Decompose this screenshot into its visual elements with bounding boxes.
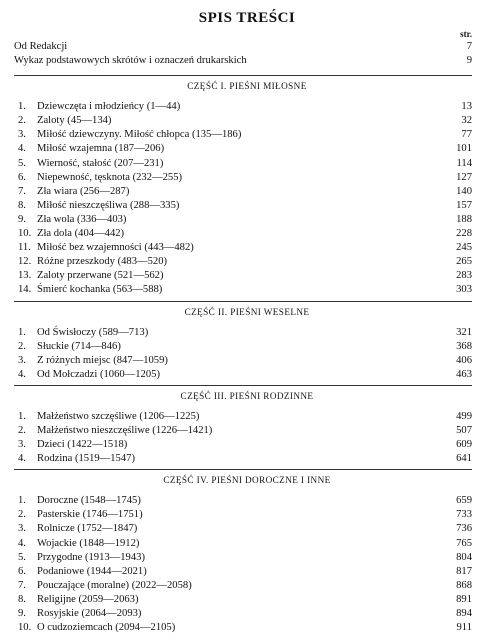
entry-title: Zaloty przerwane (521—562) bbox=[37, 270, 164, 282]
toc-entry[interactable] bbox=[14, 551, 472, 565]
entry-page: 228 bbox=[456, 228, 472, 240]
entry-number: 7. bbox=[18, 579, 26, 591]
toc-sections bbox=[14, 75, 472, 635]
section-divider bbox=[14, 469, 472, 470]
entry-label bbox=[18, 100, 180, 114]
entry-label bbox=[18, 494, 141, 508]
entry-page: 77 bbox=[461, 129, 472, 141]
entry-number: 2. bbox=[18, 340, 26, 352]
entry-label bbox=[18, 424, 212, 438]
entry-number: 3. bbox=[18, 523, 26, 535]
toc-entry[interactable] bbox=[14, 171, 472, 185]
entry-label bbox=[18, 171, 182, 185]
entry-title: Zaloty (45—134) bbox=[37, 115, 112, 127]
entry-page: 733 bbox=[456, 509, 472, 521]
entry-title: Słuckie (714—846) bbox=[37, 340, 121, 352]
toc-entry[interactable] bbox=[14, 241, 472, 255]
entry-number: 6. bbox=[18, 565, 26, 577]
section-heading: CZĘŚĆ I. PIEŚNI MIŁOSNE bbox=[187, 81, 307, 92]
entry-label bbox=[18, 227, 124, 241]
entry-label: Wykaz podstawowych skrótów i oznaczeń drukarskich bbox=[14, 55, 247, 67]
entry-title: Małżeństwo nieszczęśliwe (1226—1421) bbox=[37, 424, 213, 436]
section-heading: CZĘŚĆ IV. PIEŚNI DOROCZNE I INNE bbox=[163, 475, 331, 486]
section-divider bbox=[14, 75, 472, 76]
toc-entry[interactable] bbox=[14, 593, 472, 607]
entry-label bbox=[18, 185, 129, 199]
entry-label bbox=[18, 199, 179, 213]
entry-label bbox=[18, 142, 164, 156]
entry-label bbox=[18, 354, 168, 368]
page-column-label: str. bbox=[460, 29, 472, 39]
entry-page: 609 bbox=[456, 439, 472, 451]
entry-label bbox=[18, 621, 175, 635]
entry-label bbox=[18, 565, 147, 579]
entry-title: Wojackie (1848—1912) bbox=[37, 537, 140, 549]
entry-number: 5. bbox=[18, 157, 26, 169]
section-entries bbox=[14, 494, 472, 635]
entry-title: Pouczające (moralne) (2022—2058) bbox=[37, 579, 192, 591]
entry-title: Zła wiara (256—287) bbox=[37, 185, 130, 197]
entry-page: 101 bbox=[456, 143, 472, 155]
entry-number: 9. bbox=[18, 213, 26, 225]
entry-page: 114 bbox=[456, 157, 472, 169]
entry-title: Od Świsłoczy (589—713) bbox=[37, 326, 149, 338]
toc-entry[interactable] bbox=[14, 185, 472, 199]
entry-label bbox=[18, 410, 199, 424]
entry-label bbox=[18, 114, 111, 128]
entry-label bbox=[18, 522, 137, 536]
section-entries bbox=[14, 100, 472, 297]
entry-title: Miłość bez wzajemności (443—482) bbox=[37, 242, 194, 254]
entry-number: 7. bbox=[18, 185, 26, 197]
entry-label bbox=[18, 241, 194, 255]
entry-number: 2. bbox=[18, 424, 26, 436]
entry-number: 3. bbox=[18, 439, 26, 451]
section-heading: CZĘŚĆ III. PIEŚNI RODZINNE bbox=[180, 390, 314, 401]
entry-number: 4. bbox=[18, 368, 26, 380]
entry-page: 265 bbox=[456, 256, 472, 268]
entry-title: Śmierć kochanka (563—588) bbox=[37, 284, 163, 296]
entry-label bbox=[18, 326, 148, 340]
entry-page: 13 bbox=[461, 101, 472, 113]
toc-entry[interactable] bbox=[14, 340, 472, 354]
entry-number: 6. bbox=[18, 171, 26, 183]
entry-number: 14. bbox=[18, 284, 32, 296]
toc-entry[interactable] bbox=[14, 255, 472, 269]
entry-title: Miłość nieszczęśliwa (288—335) bbox=[37, 199, 180, 211]
entry-number: 2. bbox=[18, 115, 26, 127]
entry-label bbox=[18, 438, 127, 452]
entry-label bbox=[18, 551, 145, 565]
entry-label bbox=[18, 537, 139, 551]
entry-number: 10. bbox=[18, 622, 32, 634]
entry-title: Przygodne (1913—1943) bbox=[37, 551, 145, 563]
toc-entry[interactable] bbox=[14, 142, 472, 156]
entry-page: 368 bbox=[456, 340, 472, 352]
toc-entry[interactable] bbox=[14, 621, 472, 635]
entry-page: 868 bbox=[456, 579, 472, 591]
entry-title: Niepewność, tęsknota (232—255) bbox=[37, 171, 183, 183]
toc-entry[interactable] bbox=[14, 114, 472, 128]
entry-label bbox=[18, 508, 143, 522]
entry-title: Małżeństwo szczęśliwe (1206—1225) bbox=[37, 410, 200, 422]
entry-title: Od Mołczadzi (1060—1205) bbox=[37, 368, 160, 380]
entry-page: 406 bbox=[456, 354, 472, 366]
entry-number: 2. bbox=[18, 509, 26, 521]
entry-page: 127 bbox=[456, 171, 472, 183]
entry-number: 4. bbox=[18, 537, 26, 549]
entry-title: Podaniowe (1944—2021) bbox=[37, 565, 147, 577]
section-entries bbox=[14, 410, 472, 466]
toc-entry[interactable] bbox=[14, 100, 472, 114]
entry-number: 13. bbox=[18, 270, 32, 282]
entry-title: Rolnicze (1752—1847) bbox=[37, 523, 138, 535]
entry-page: 804 bbox=[456, 551, 472, 563]
entry-number: 8. bbox=[18, 199, 26, 211]
entry-number: 3. bbox=[18, 129, 26, 141]
entry-number: 9. bbox=[18, 608, 26, 619]
entry-title: Dzieci (1422—1518) bbox=[37, 439, 128, 451]
entry-page: 911 bbox=[456, 622, 472, 634]
entry-page: 641 bbox=[456, 453, 472, 465]
entry-page: 736 bbox=[456, 523, 472, 535]
entry-page: 245 bbox=[456, 242, 472, 254]
entry-title: Z różnych miejsc (847—1059) bbox=[37, 354, 168, 366]
section-heading: CZĘŚĆ II. PIEŚNI WESELNE bbox=[184, 306, 310, 317]
entry-label bbox=[18, 579, 192, 593]
toc-entry[interactable] bbox=[14, 368, 472, 382]
entry-number: 1. bbox=[18, 101, 26, 113]
entry-title: Rodzina (1519—1547) bbox=[37, 453, 135, 465]
entry-page: 7 bbox=[466, 41, 472, 52]
entry-title: Miłość wzajemna (187—206) bbox=[37, 143, 165, 155]
entry-title: Różne przeszkody (483—520) bbox=[37, 256, 168, 268]
section-divider bbox=[14, 301, 472, 302]
toc-entry[interactable] bbox=[14, 354, 472, 368]
entry-page: 463 bbox=[456, 368, 472, 380]
toc-entry[interactable] bbox=[14, 40, 472, 54]
entry-number: 4. bbox=[18, 453, 26, 465]
entry-label bbox=[18, 283, 162, 297]
entry-title: Zła dola (404—442) bbox=[37, 228, 125, 240]
toc-entry[interactable] bbox=[14, 438, 472, 452]
toc-entry[interactable] bbox=[14, 452, 472, 466]
entry-label bbox=[18, 213, 126, 227]
entry-title: Pasterskie (1746—1751) bbox=[37, 509, 143, 521]
entry-title: Zła wola (336—403) bbox=[37, 213, 127, 225]
entry-title: Religijne (2059—2063) bbox=[37, 593, 139, 605]
toc-entry[interactable] bbox=[14, 269, 472, 283]
entry-title: Rosyjskie (2064—2093) bbox=[37, 608, 142, 619]
entry-page: 765 bbox=[456, 537, 472, 549]
toc-entry[interactable] bbox=[14, 537, 472, 551]
entry-label bbox=[18, 452, 135, 466]
toc-entry[interactable] bbox=[14, 410, 472, 424]
entry-page: 9 bbox=[466, 55, 472, 67]
toc-entry[interactable] bbox=[14, 213, 472, 227]
entry-page: 817 bbox=[456, 565, 472, 577]
toc-entry[interactable] bbox=[14, 199, 472, 213]
entry-label bbox=[18, 255, 167, 269]
toc-entry[interactable] bbox=[14, 283, 472, 297]
toc-entry[interactable] bbox=[14, 565, 472, 579]
toc-entry[interactable] bbox=[14, 579, 472, 593]
page-title: SPIS TREŚCI bbox=[198, 10, 296, 26]
entry-label bbox=[18, 269, 164, 283]
entry-number: 1. bbox=[18, 410, 26, 422]
toc-entry[interactable] bbox=[14, 54, 472, 68]
entry-page: 891 bbox=[456, 593, 472, 605]
toc-entry[interactable] bbox=[14, 227, 472, 241]
entry-label bbox=[18, 128, 241, 142]
entry-page: 283 bbox=[456, 270, 472, 282]
entry-title: Doroczne (1548—1745) bbox=[37, 495, 141, 507]
entry-page: 321 bbox=[456, 326, 472, 338]
entry-page: 894 bbox=[456, 608, 472, 619]
entry-number: 11. bbox=[18, 242, 31, 254]
entry-number: 5. bbox=[18, 551, 26, 563]
entry-page: 32 bbox=[461, 115, 472, 127]
entry-label bbox=[18, 593, 139, 607]
section-divider bbox=[14, 385, 472, 386]
entry-page: 499 bbox=[456, 410, 472, 422]
entry-page: 303 bbox=[456, 284, 472, 296]
entry-number: 8. bbox=[18, 593, 26, 605]
toc-entry[interactable] bbox=[14, 508, 472, 522]
entry-label: Od Redakcji bbox=[14, 41, 68, 52]
entry-title: Dziewczęta i młodzieńcy (1—44) bbox=[37, 101, 181, 113]
section-entries bbox=[14, 326, 472, 382]
toc-entry[interactable] bbox=[14, 607, 472, 621]
entry-number: 10. bbox=[18, 228, 32, 240]
entry-number: 4. bbox=[18, 143, 26, 155]
entry-page: 507 bbox=[456, 424, 472, 436]
entry-page: 157 bbox=[456, 199, 472, 211]
entry-label bbox=[18, 607, 141, 621]
entry-label bbox=[18, 157, 163, 171]
toc-entry[interactable] bbox=[14, 424, 472, 438]
entry-page: 140 bbox=[456, 185, 472, 197]
entry-page: 188 bbox=[456, 213, 472, 225]
entry-title: Miłość dziewczyny. Miłość chłopca (135—186) bbox=[37, 129, 242, 141]
toc-entry[interactable] bbox=[14, 494, 472, 508]
entry-number: 1. bbox=[18, 495, 26, 507]
entry-number: 1. bbox=[18, 326, 26, 338]
entry-title: Wierność, stałość (207—231) bbox=[37, 157, 164, 169]
entry-page: 659 bbox=[456, 495, 472, 507]
entry-number: 3. bbox=[18, 354, 26, 366]
entry-label bbox=[18, 340, 121, 354]
toc-entry[interactable] bbox=[14, 522, 472, 536]
entry-label bbox=[18, 368, 160, 382]
entry-number: 12. bbox=[18, 256, 32, 268]
front-matter bbox=[14, 40, 472, 68]
toc-entry[interactable] bbox=[14, 157, 472, 171]
toc-entry[interactable] bbox=[14, 326, 472, 340]
toc-entry[interactable] bbox=[14, 128, 472, 142]
entry-title: O cudzoziemcach (2094—2105) bbox=[37, 622, 176, 634]
